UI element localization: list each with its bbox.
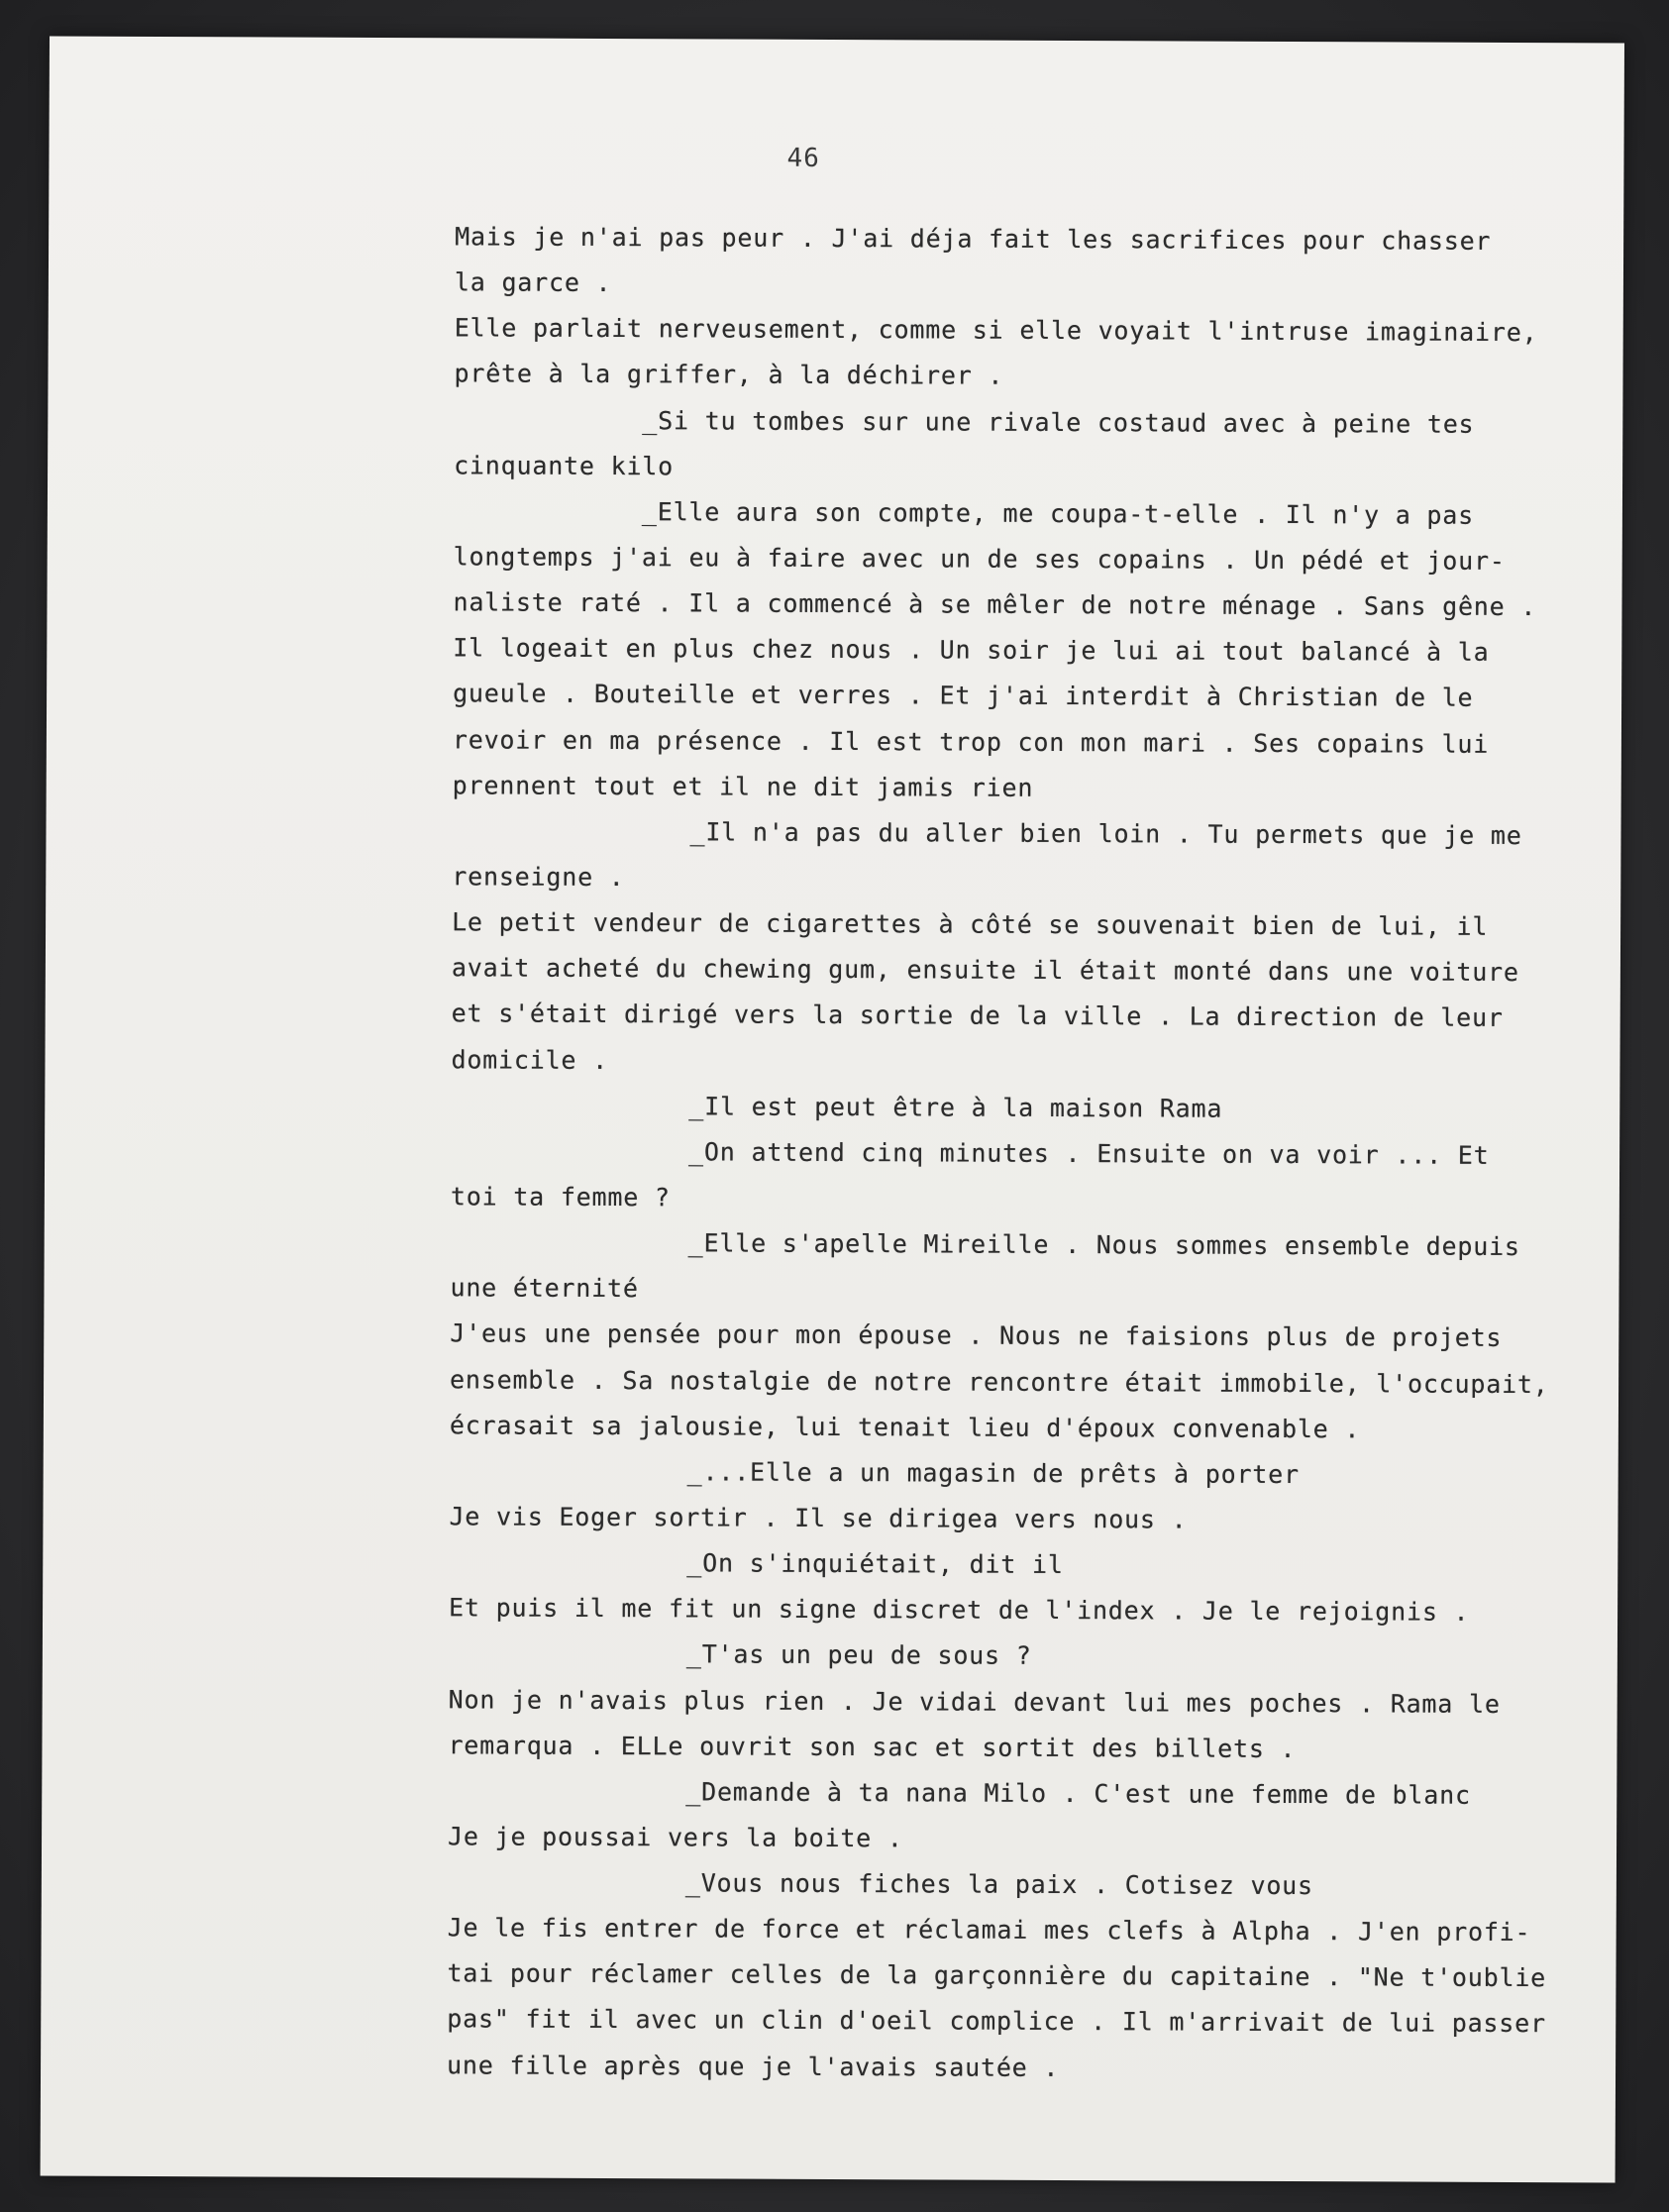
text-line: _T'as un peu de sous ? — [685, 1639, 1032, 1671]
text-line: _Elle aura son compte, me coupa-t-elle . Il n'y a pas — [641, 496, 1475, 530]
text-line: _Il est peut être à la maison Rama — [688, 1092, 1223, 1123]
text-line: _On attend cinq minutes . Ensuite on va voir ... Et — [688, 1137, 1490, 1170]
text-line: revoir en ma présence . Il est trop con mon mari . Ses copains lui — [452, 724, 1490, 759]
text-line: Le petit vendeur de cigarettes à côté se souvenait bien de lui, il — [452, 907, 1489, 941]
text-line: cinquante kilo — [454, 451, 675, 480]
text-line: la garce . — [454, 267, 612, 298]
text-line: et s'était dirigé vers la sortie de la ville . La direction de leur — [451, 999, 1504, 1033]
text-line: longtemps j'ai eu à faire avec un de ses copains . Un pédé et jour- — [453, 542, 1506, 576]
text-line: écrasait sa jalousie, lui tenait lieu d'époux convenable . — [449, 1410, 1361, 1443]
text-line: pas" fit il avec un clin d'oeil complice . Il m'arrivait de lui passer — [447, 2004, 1546, 2039]
text-line: _Elle s'apelle Mireille . Nous sommes ensemble depuis — [687, 1228, 1520, 1262]
text-line: renseigne . — [452, 862, 625, 893]
text-line: _Si tu tombes sur une rivale costaud avec à peine tes — [642, 405, 1475, 439]
text-line: J'eus une pensée pour mon épouse . Nous ne faisions plus de projets — [450, 1318, 1503, 1353]
text-line: Non je n'avais plus rien . Je vidai devant lui mes poches . Rama le — [448, 1684, 1501, 1719]
text-line: Mais je n'ai pas peur . J'ai déja fait les sacrifices pour chasser — [455, 222, 1492, 256]
text-line: naliste raté . Il a commencé à se mêler de notre ménage . Sans gêne . — [453, 587, 1537, 622]
page-body — [447, 214, 1623, 2093]
text-line: domicile . — [451, 1044, 609, 1075]
text-line: Elle parlait nerveusement, comme si elle voyait l'intruse imaginaire, — [454, 313, 1538, 348]
text-line: _On s'inquiétait, dit il — [686, 1548, 1064, 1580]
text-line: une éternité — [450, 1273, 639, 1304]
typewritten-page — [41, 37, 1624, 2183]
text-line: Je le fis entrer de force et réclamai mes clefs à Alpha . J'en profi- — [447, 1913, 1531, 1948]
text-line: _...Elle a un magasin de prêts à porter — [686, 1457, 1300, 1489]
text-line: tai pour réclamer celles de la garçonnière du capitaine . "Ne t'oublie — [447, 1958, 1547, 1993]
text-line: _Vous nous fiches la paix . Cotisez vous — [684, 1868, 1313, 1901]
text-line: prête à la griffer, à la déchirer . — [454, 359, 1004, 391]
text-line: Je je poussai vers la boite . — [448, 1822, 903, 1853]
text-line: _Demande à ta nana Milo . C'est une femme de blanc — [685, 1777, 1471, 1810]
text-line: Je vis Eoger sortir . Il se dirigea vers nous . — [449, 1502, 1188, 1534]
text-line: _Il n'a pas du aller bien loin . Tu permets que je me — [689, 817, 1522, 850]
text-line: remarqua . ELLe ouvrit son sac et sortit des billets . — [448, 1730, 1297, 1763]
text-line: une fille après que je l'avais sautée . — [447, 2050, 1060, 2082]
text-line: gueule . Bouteille et verres . Et j'ai interdit à Christian de le — [453, 679, 1474, 713]
text-line: avait acheté du chewing gum, ensuite il était monté dans une voiture — [451, 953, 1519, 988]
text-line: Et puis il me fit un signe discret de l'index . Je le rejoignis . — [449, 1593, 1470, 1628]
text-line: Il logeait en plus chez nous . Un soir je lui ai tout balancé à la — [453, 633, 1490, 668]
text-line: ensemble . Sa nostalgie de notre rencontre était immobile, l'occupait, — [450, 1364, 1549, 1399]
page-number: 46 — [786, 143, 820, 173]
text-line: prennent tout et il ne dit jamis rien — [452, 771, 1034, 802]
text-line: toi ta femme ? — [450, 1182, 671, 1212]
